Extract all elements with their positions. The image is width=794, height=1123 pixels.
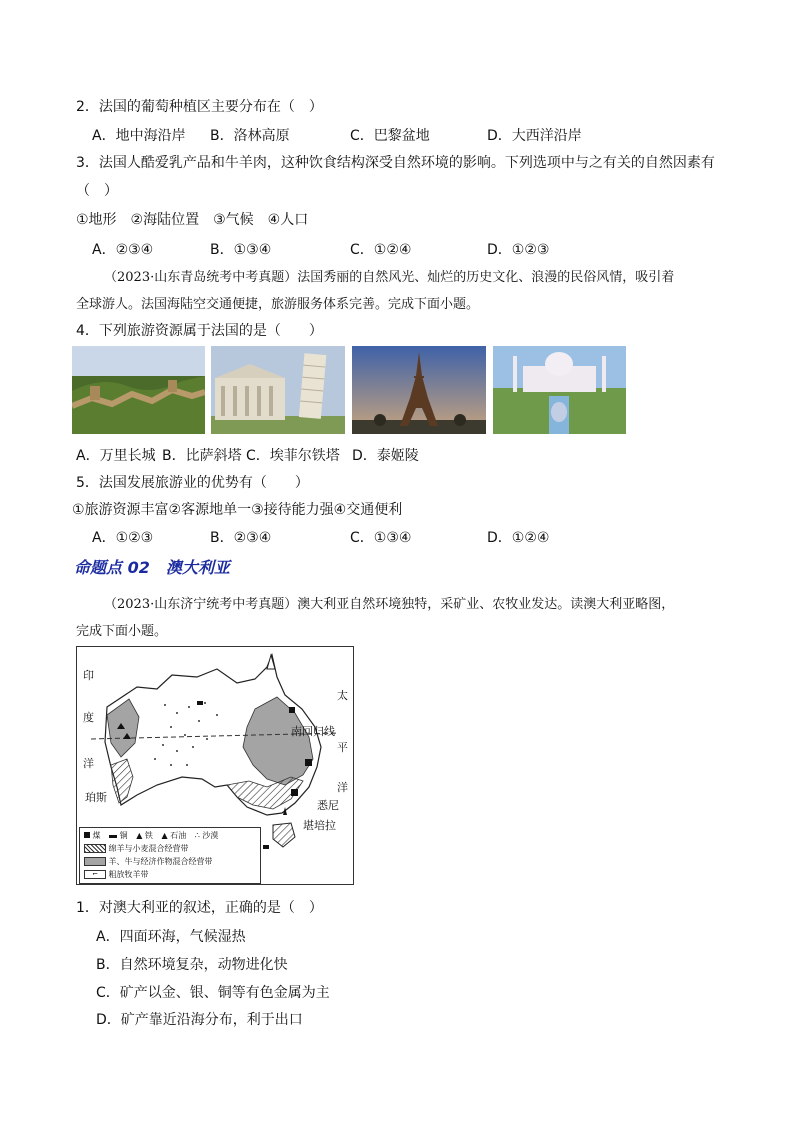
australia-map <box>76 646 354 885</box>
legend-copper: 铜 <box>119 831 128 840</box>
question-4-stem: 4．下列旅游资源属于法国的是（ ） <box>76 323 323 339</box>
desert-legend-icon: ∴ <box>194 831 200 840</box>
map-legend <box>79 827 261 884</box>
iron-legend-icon: ▲ <box>136 831 143 840</box>
q4-option-b: B．比萨斜塔 <box>162 448 242 464</box>
legend-oil: 石油 <box>170 831 187 840</box>
sheep-wheat-legend-swatch <box>84 844 106 853</box>
section-heading: 命题点 02 澳大利亚 <box>74 558 230 577</box>
legend-sheep-wheat: 绵羊与小麦混合经营带 <box>108 844 189 853</box>
q2-option-c: C．巴黎盆地 <box>350 128 430 144</box>
q3-option-d: D．①②③ <box>487 242 550 258</box>
map-label-yin: 印 <box>83 669 94 682</box>
q5-option-c: C．①③④ <box>350 530 412 546</box>
map-label-yang-west: 洋 <box>83 757 94 770</box>
q1-option-b: B．自然环境复杂，动物进化快 <box>96 957 288 973</box>
legend-sheep-cattle: 羊、牛与经济作物混合经营带 <box>108 857 213 866</box>
q2-option-d: D．大西洋沿岸 <box>487 128 582 144</box>
intro-paragraph-1-line2: 全球游人。法国海陆空交通便捷，旅游服务体系完善。完成下面小题。 <box>76 297 480 312</box>
leaning-tower-photo <box>211 346 345 434</box>
q1-option-d: D．矿产靠近沿海分布，利于出口 <box>96 1012 303 1028</box>
intro-paragraph-1-line1: （2023·山东青岛统考中考真题）法国秀丽的自然风光、灿烂的历史文化、浪漫的民俗风情，吸引着 <box>104 270 675 285</box>
question-5-items: ①旅游资源丰富②客源地单一③接待能力强④交通便利 <box>72 502 403 518</box>
q4-option-a: A．万里长城 <box>76 448 156 464</box>
q1-option-c: C．矿产以金、银、铜等有色金属为主 <box>96 985 330 1001</box>
question-3-stem: 3．法国人酷爱乳产品和牛羊肉，这种饮食结构深受自然环境的影响。下列选项中与之有关的自然因素有 <box>76 155 715 171</box>
q4-option-c: C．埃菲尔铁塔 <box>246 448 340 464</box>
q2-option-b: B．洛林高原 <box>210 128 290 144</box>
map-label-perth: 珀斯 <box>85 791 107 804</box>
eiffel-tower-photo <box>352 346 486 434</box>
intro-paragraph-2-line1: （2023·山东济宁统考中考真题）澳大利亚自然环境独特，采矿业、农牧业发达。读澳大利亚略图， <box>104 597 675 612</box>
intro-paragraph-2-line2: 完成下面小题。 <box>76 624 168 639</box>
grazing-legend-swatch: ⌐ <box>84 870 106 879</box>
map-label-tai: 太 <box>337 689 348 702</box>
legend-desert: 沙漠 <box>202 831 219 840</box>
taj-mahal-photo <box>493 346 626 434</box>
map-label-yang-east: 洋 <box>337 781 348 794</box>
map-label-sydney: 悉尼 <box>317 799 339 812</box>
q4-option-d: D．泰姬陵 <box>352 448 419 464</box>
q5-option-a: A．①②③ <box>92 530 154 546</box>
legend-grazing: 粗放牧羊带 <box>108 870 149 879</box>
question-1-stem: 1．对澳大利亚的叙述，正确的是（ ） <box>76 900 323 916</box>
q3-option-a: A．②③④ <box>92 242 154 258</box>
q5-option-d: D．①②④ <box>487 530 550 546</box>
q3-option-b: B．①③④ <box>210 242 272 258</box>
question-5-stem: 5．法国发展旅游业的优势有（ ） <box>76 475 309 491</box>
map-label-canberra: 堪培拉 <box>303 819 336 832</box>
sheep-cattle-legend-swatch <box>84 857 106 866</box>
question-3-items: ①地形 ②海陆位置 ③气候 ④人口 <box>76 212 309 228</box>
great-wall-photo <box>72 346 205 434</box>
question-2-stem: 2．法国的葡萄种植区主要分布在（ ） <box>76 99 323 115</box>
copper-legend-icon <box>109 835 117 838</box>
legend-iron: 铁 <box>144 831 153 840</box>
map-label-du: 度 <box>83 711 94 724</box>
oil-legend-icon: ▲ <box>161 831 168 840</box>
q1-option-a: A．四面环海，气候湿热 <box>96 929 246 945</box>
legend-coal: 煤 <box>92 831 101 840</box>
q3-option-c: C．①②④ <box>350 242 412 258</box>
map-label-ping: 平 <box>337 741 348 754</box>
map-label-tropic: 南回归线 <box>291 725 335 738</box>
coal-legend-icon <box>84 832 90 838</box>
question-3-stem-cont: （ ） <box>76 183 118 199</box>
q2-option-a: A．地中海沿岸 <box>92 128 186 144</box>
q5-option-b: B．②③④ <box>210 530 272 546</box>
